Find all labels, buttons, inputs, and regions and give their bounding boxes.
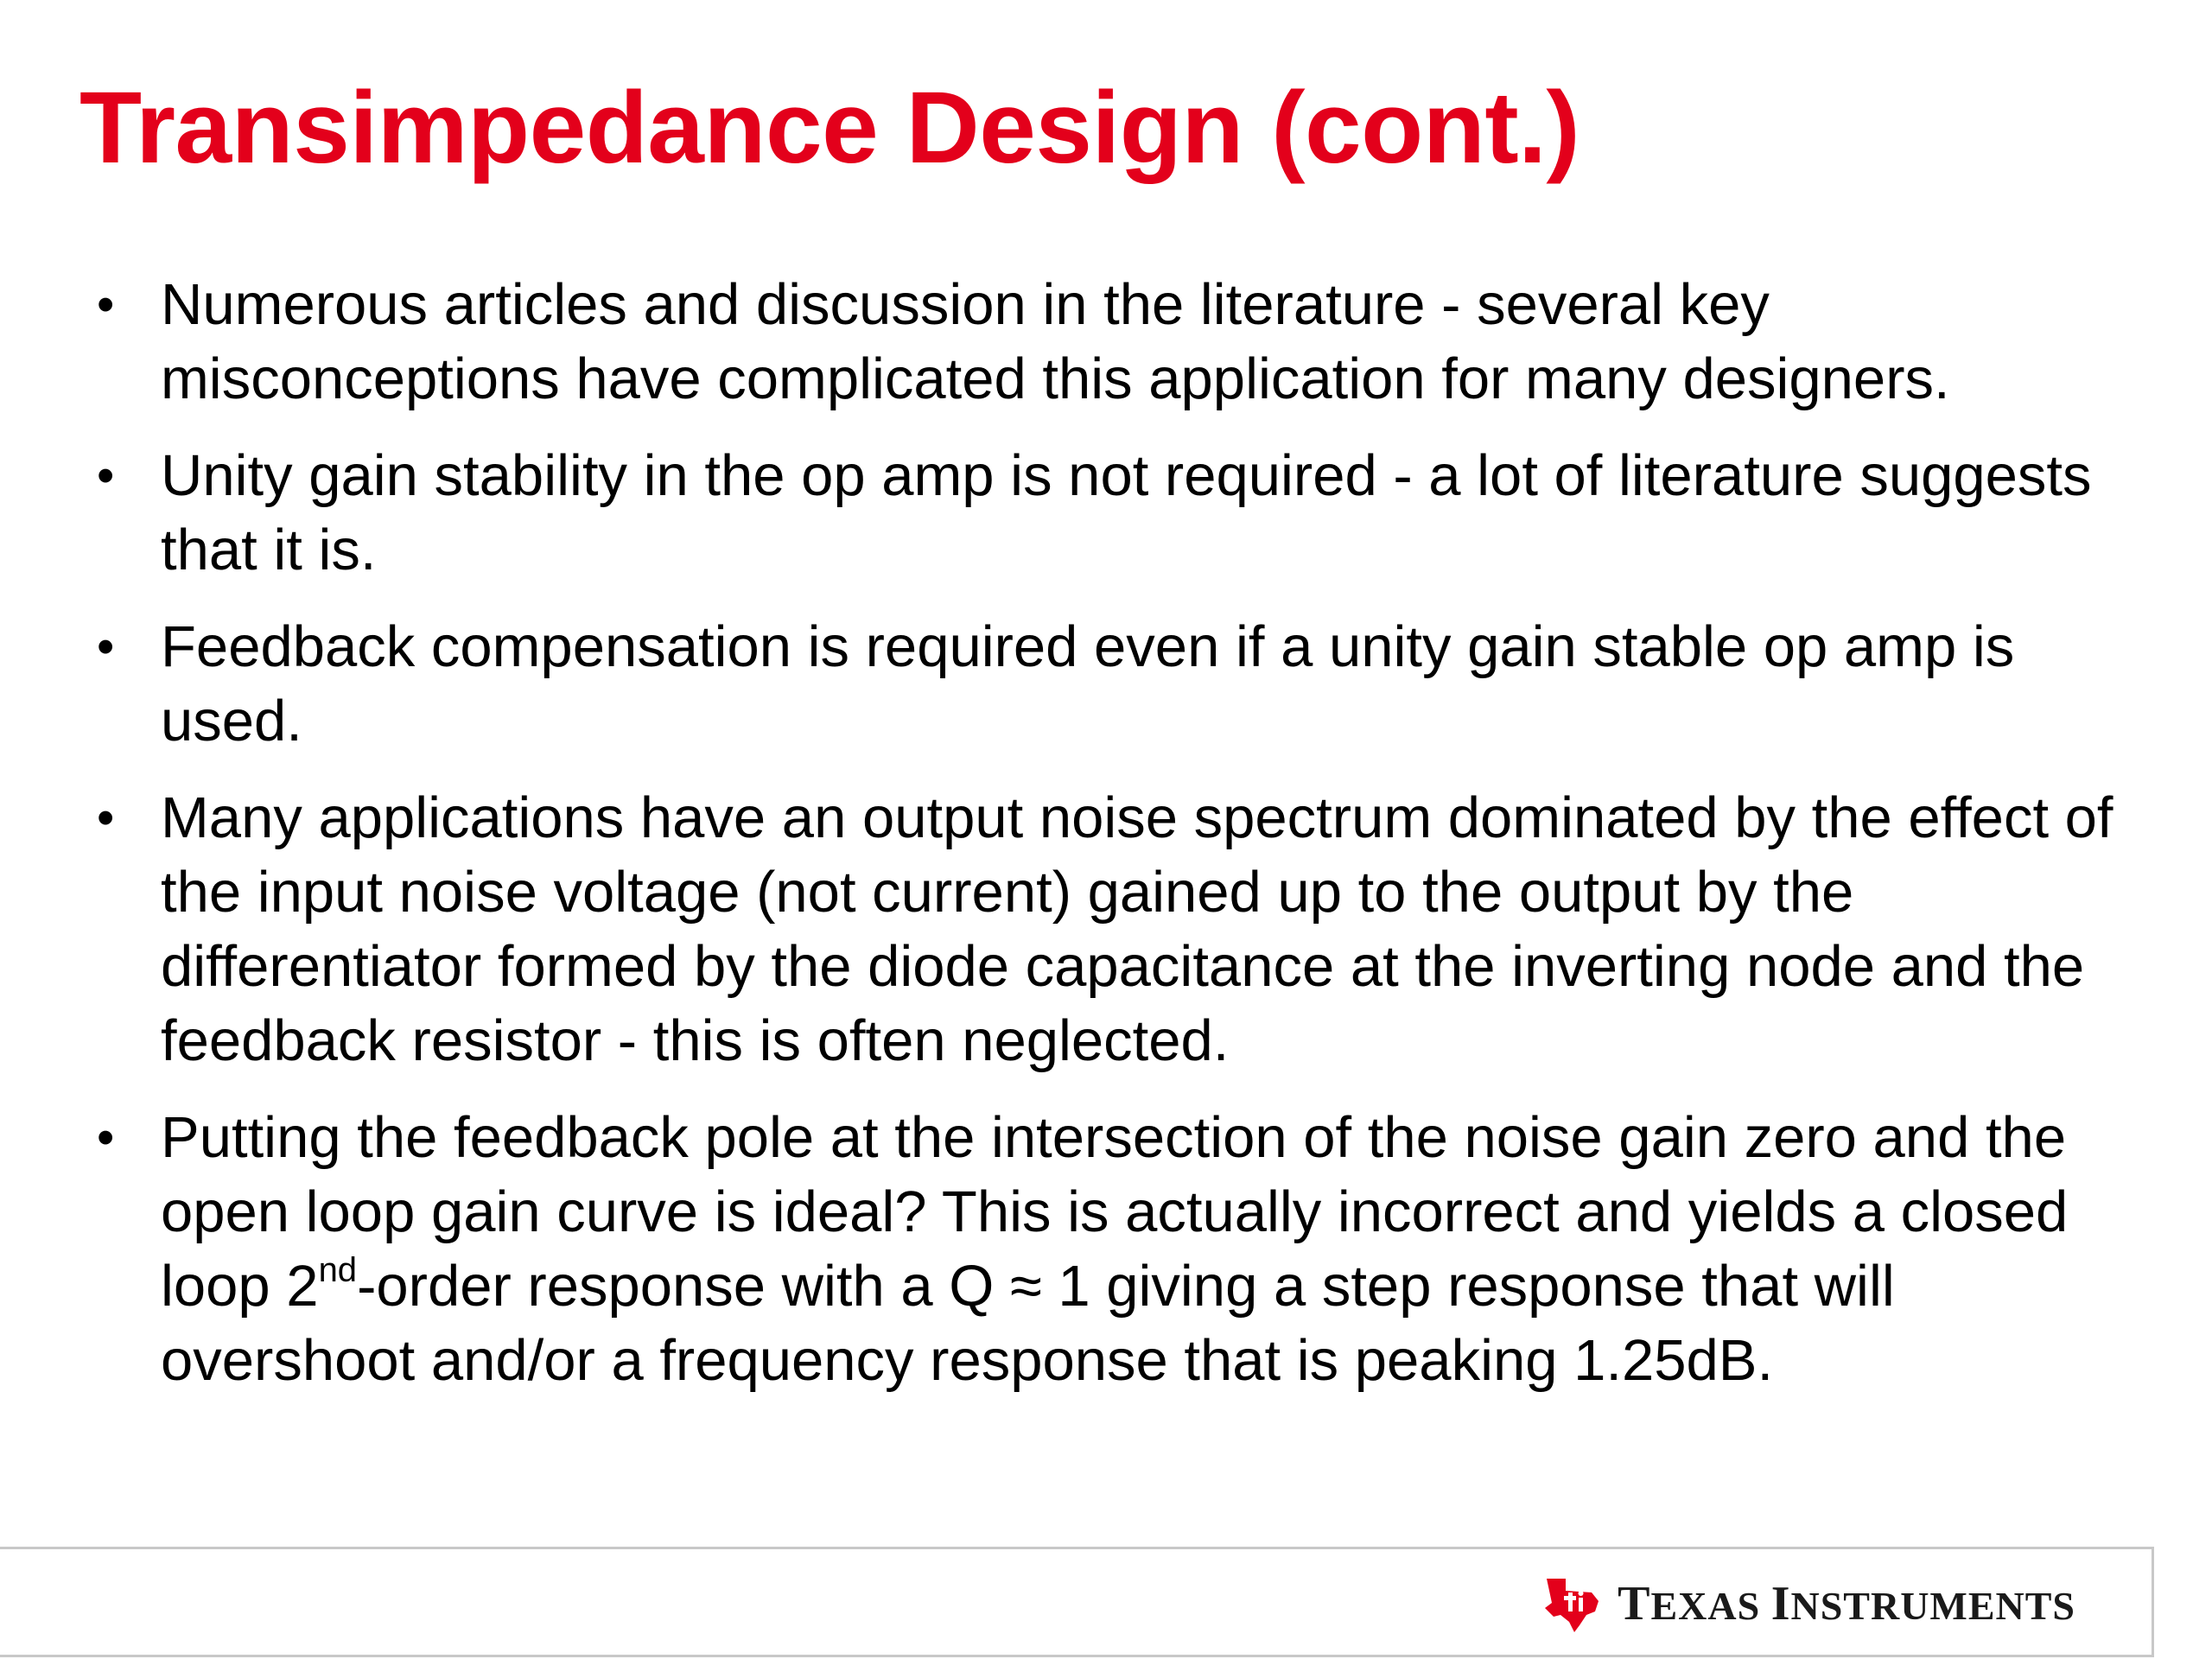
bullet-marker: • <box>97 448 115 504</box>
bullet-item <box>97 268 2153 416</box>
bullet-list <box>97 268 2153 1421</box>
bullet-text-after: -order response with a Q ≈ 1 giving a step response that will overshoot and/or a frequency response that is peaking 1.25dB. <box>161 1254 1895 1393</box>
bullet-text: Numerous articles and discussion in the literature - several key misconceptions have complicated this application for many designers. <box>161 272 1950 411</box>
texas-instruments-logo-icon <box>1540 1572 1604 1636</box>
slide-title: Transimpedance Design (cont.) <box>79 71 1580 185</box>
bullet-item <box>97 1101 2153 1398</box>
bullet-text: Feedback compensation is required even if a unity gain stable op amp is used. <box>161 614 2015 753</box>
bullet-marker: • <box>97 276 115 333</box>
bullet-item <box>97 610 2153 759</box>
bullet-marker: • <box>97 1109 115 1166</box>
bullet-item <box>97 439 2153 588</box>
bullet-text: Unity gain stability in the op amp is not required - a lot of literature suggests that it is. <box>161 443 2092 582</box>
superscript-text: nd <box>318 1251 358 1289</box>
logo-wordmark: TEXAS INSTRUMENTS <box>1618 1577 2075 1630</box>
bullet-marker: • <box>97 619 115 675</box>
bullet-text: Many applications have an output noise spectrum dominated by the effect of the input noise voltage (not current) gained up to the output by the differentiator formed by the diode capacitance at the inverting node and the feedback resistor - this is often neglected. <box>161 785 2113 1073</box>
footer-bar <box>0 1547 2154 1657</box>
bullet-text-before: Putting the feedback pole at the intersection of the noise gain zero and the open loop gain curve is ideal? This is actually incorrect and yields a closed loop 2 <box>161 1105 2069 1319</box>
bullet-item <box>97 781 2153 1078</box>
company-logo <box>1540 1572 2075 1636</box>
bullet-marker: • <box>97 790 115 846</box>
